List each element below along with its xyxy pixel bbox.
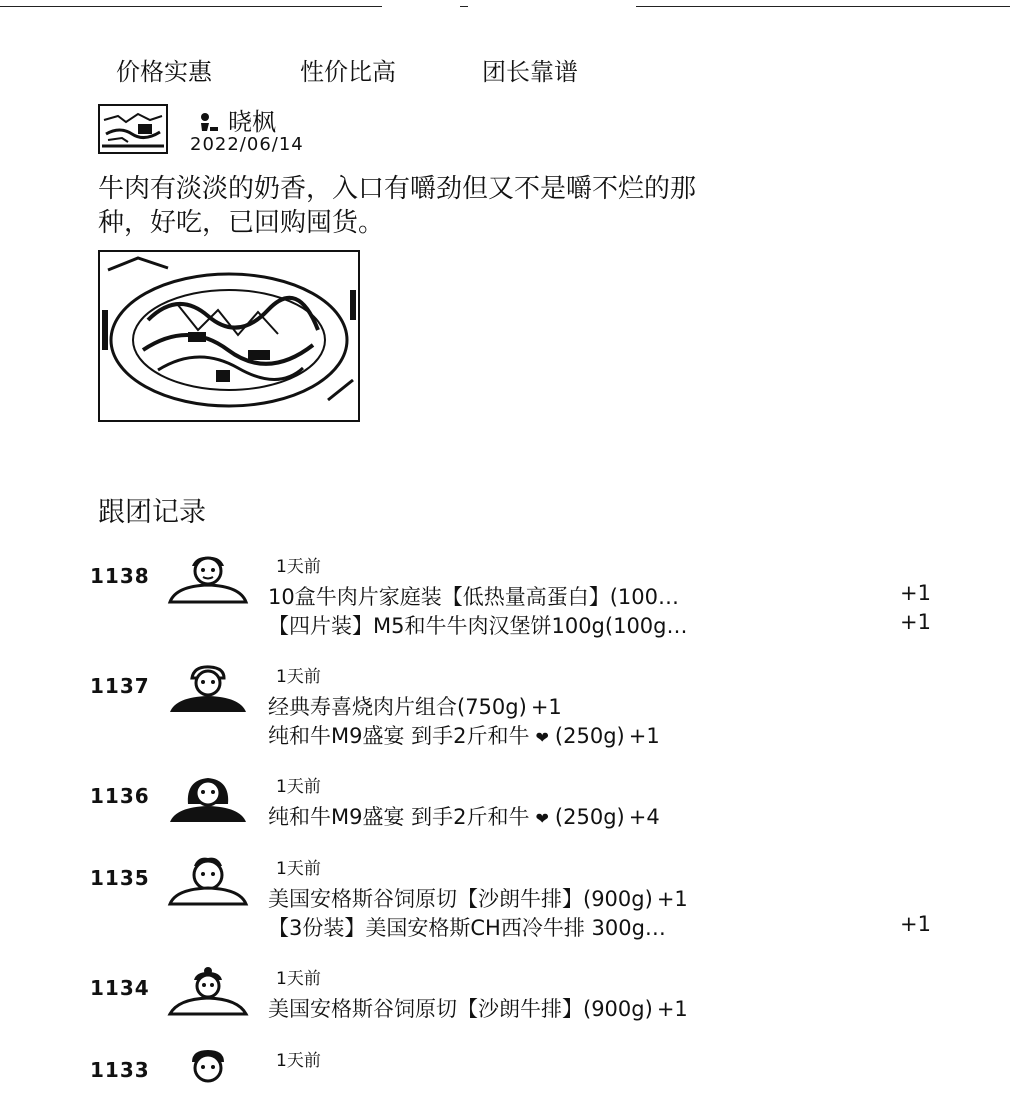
- buyer-avatar[interactable]: [166, 774, 250, 826]
- item-qty: +1: [628, 724, 660, 748]
- record-item: [268, 691, 562, 721]
- top-divider: [0, 6, 382, 7]
- review-header: [98, 100, 498, 160]
- record-item: [268, 720, 660, 750]
- top-divider: [460, 6, 468, 7]
- record-number: 1134: [90, 976, 150, 1000]
- item-name: 美国安格斯谷饲原切【沙朗牛排】(900g): [268, 887, 653, 911]
- record-time: 1天前: [276, 557, 321, 577]
- review-text-line: 种，好吃，已回购囤货。: [98, 208, 385, 238]
- buyer-avatar[interactable]: [166, 966, 250, 1018]
- record-number: 1137: [90, 674, 150, 698]
- record-item: [268, 883, 688, 913]
- record-time: 1天前: [276, 777, 321, 797]
- item-name: 纯和牛M9盛宴 到手2斤和牛: [268, 805, 530, 829]
- tag-value-for-money[interactable]: 价格实惠: [116, 58, 212, 86]
- record-item: [268, 801, 660, 831]
- item-name: 经典寿喜烧肉片组合(750g): [268, 695, 527, 719]
- tag-cost-performance[interactable]: 性价比高: [300, 58, 396, 86]
- record-item: [268, 581, 931, 611]
- record-time: 1天前: [276, 667, 321, 687]
- record-item: [268, 610, 931, 640]
- item-spec: (250g): [554, 805, 625, 829]
- item-qty: +1: [656, 997, 688, 1021]
- review-text: [98, 172, 928, 240]
- item-qty: +1: [900, 610, 931, 634]
- tag-reliable-leader[interactable]: 团长靠谱: [482, 58, 578, 86]
- buyer-avatar[interactable]: [166, 554, 250, 606]
- item-qty: +1: [530, 695, 562, 719]
- record-item: [268, 993, 688, 1023]
- item-name: 10盒牛肉片家庭装【低热量高蛋白】(100…: [268, 585, 679, 609]
- heart-icon: ❤: [535, 728, 549, 747]
- record-item: [268, 912, 931, 942]
- buyer-avatar[interactable]: [166, 1048, 250, 1100]
- item-qty: +1: [656, 887, 688, 911]
- records-section-title: 跟团记录: [98, 497, 206, 528]
- record-number: 1136: [90, 784, 150, 808]
- item-qty: +1: [900, 912, 931, 936]
- heart-icon: ❤: [535, 809, 549, 828]
- buyer-avatar[interactable]: [166, 664, 250, 716]
- record-number: 1133: [90, 1058, 150, 1082]
- item-name: 美国安格斯谷饲原切【沙朗牛排】(900g): [268, 997, 653, 1021]
- record-time: 1天前: [276, 1051, 321, 1071]
- record-number: 1138: [90, 564, 150, 588]
- user-badge-icon: [198, 111, 220, 133]
- reviewer-avatar[interactable]: [98, 104, 168, 154]
- top-divider: [636, 6, 1010, 7]
- record-number: 1135: [90, 866, 150, 890]
- record-time: 1天前: [276, 969, 321, 989]
- item-name: 【四片装】M5和牛牛肉汉堡饼100g(100g…: [268, 614, 688, 638]
- item-qty: +4: [628, 805, 660, 829]
- buyer-avatar[interactable]: [166, 856, 250, 908]
- item-spec: (250g): [554, 724, 625, 748]
- item-qty: +1: [900, 581, 931, 605]
- record-time: 1天前: [276, 859, 321, 879]
- reviewer-name-text: 晓枫: [228, 108, 276, 136]
- reviewer-name: [198, 102, 276, 137]
- review-text-line: 牛肉有淡淡的奶香，入口有嚼劲但又不是嚼不烂的那: [98, 174, 697, 204]
- item-name: 纯和牛M9盛宴 到手2斤和牛: [268, 724, 530, 748]
- review-photo[interactable]: [98, 250, 360, 422]
- item-name: 【3份装】美国安格斯CH西冷牛排 300g…: [268, 916, 666, 940]
- review-date: 2022/06/14: [190, 134, 304, 155]
